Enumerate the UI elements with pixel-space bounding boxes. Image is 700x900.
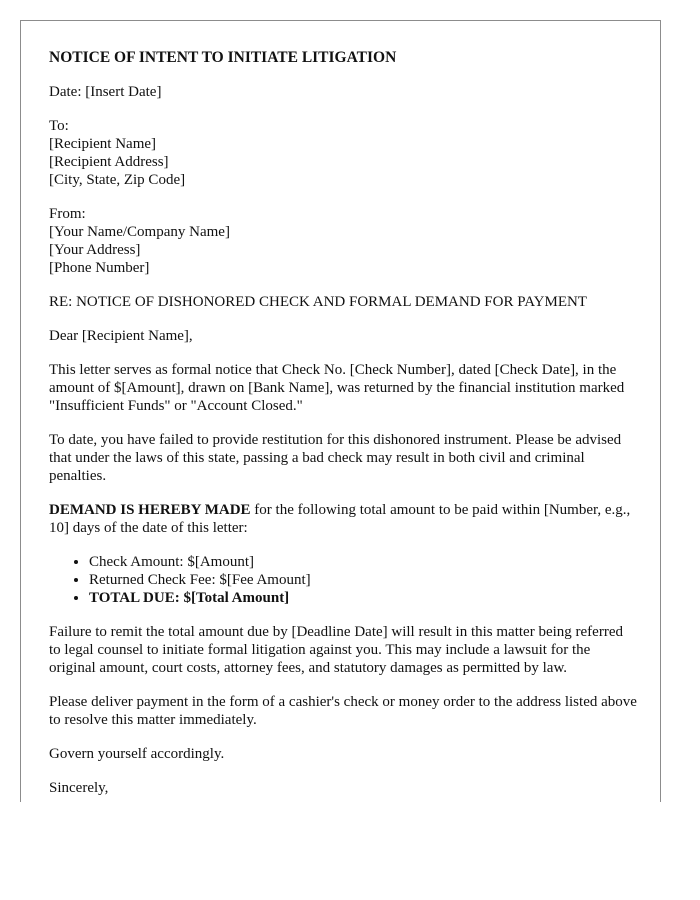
salutation: Dear [Recipient Name], <box>49 328 193 344</box>
recipient-name: [Recipient Name] <box>49 136 157 152</box>
to-block <box>49 117 637 189</box>
paragraph-notice: This letter serves as formal notice that Check No. [Check Number], dated [Check Date], in the amount of $[Amount], drawn on [Bank Name], was returned by the financial institution marked "Insufficient Funds" or "Account Closed." <box>49 362 625 414</box>
sender-phone: [Phone Number] <box>49 260 150 276</box>
paragraph-payment: Please deliver payment in the form of a cashier's check or money order to the address listed above to resolve this matter immediately. <box>49 694 637 728</box>
letter-page <box>20 20 661 802</box>
paragraph-restitution: To date, you have failed to provide restitution for this dishonored instrument. Please be advised that under the laws of this state, passing a bad check may result in both civil and criminal penalties. <box>49 432 622 484</box>
recipient-address: [Recipient Address] <box>49 154 169 170</box>
list-item-check-amount: • Check Amount: $[Amount] <box>89 553 637 571</box>
date-line: Date: [Insert Date] <box>49 84 162 100</box>
paragraph-demand <box>49 501 637 537</box>
sender-name: [Your Name/Company Name] <box>49 224 230 240</box>
recipient-city: [City, State, Zip Code] <box>49 172 186 188</box>
paragraph-consequence: Failure to remit the total amount due by [Deadline Date] will result in this matter being referred to legal counsel to initiate formal litigation against you. This may include a lawsuit for the original amount, court costs, attorney fees, and statutory damages as permitted by law. <box>49 624 623 676</box>
amount-list <box>49 553 637 607</box>
demand-text: for the following total amount to be paid within [Number, e.g., 10] days of the date of this letter: <box>49 502 631 536</box>
from-block <box>49 205 637 277</box>
to-label: To: <box>49 118 69 134</box>
closing: Sincerely, <box>49 780 109 796</box>
letter-content <box>49 49 637 802</box>
list-item-total: • TOTAL DUE: $[Total Amount] <box>89 589 637 607</box>
list-item-fee: • Returned Check Fee: $[Fee Amount] <box>89 571 637 589</box>
paragraph-govern: Govern yourself accordingly. <box>49 746 225 762</box>
demand-emphasis: DEMAND IS HEREBY MADE <box>49 502 251 518</box>
sender-address: [Your Address] <box>49 242 141 258</box>
letter-title: NOTICE OF INTENT TO INITIATE LITIGATION <box>49 49 397 66</box>
re-line: RE: NOTICE OF DISHONORED CHECK AND FORMAL DEMAND FOR PAYMENT <box>49 294 587 310</box>
from-label: From: <box>49 206 86 222</box>
